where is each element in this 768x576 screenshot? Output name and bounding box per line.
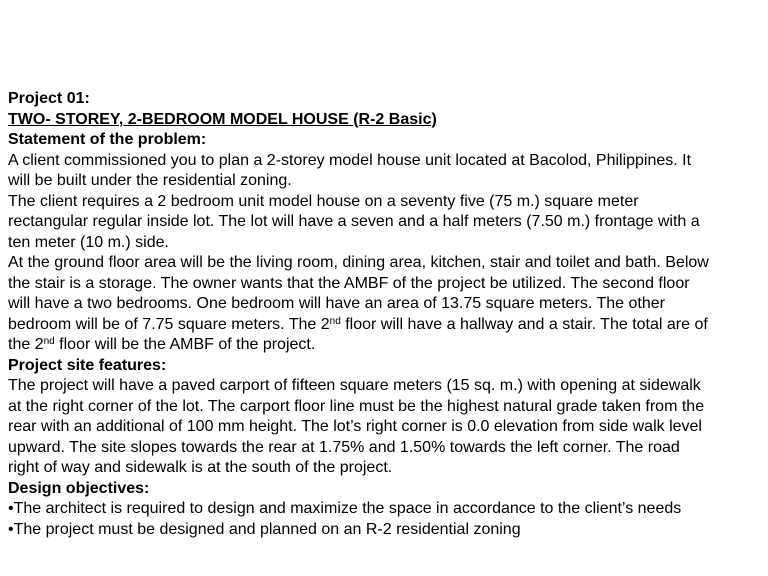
- problem-heading: Statement of the problem:: [8, 131, 207, 148]
- ordinal-suffix: nd: [43, 336, 55, 347]
- problem-paragraph-1-line: will be built under the residential zoning.: [8, 172, 292, 189]
- slide-content: [8, 89, 762, 540]
- site-heading: Project site features:: [8, 356, 167, 374]
- objective-item: •The project must be designed and planned on an R-2 residential zoning: [8, 520, 521, 538]
- problem-paragraph-1-line: A client commissioned you to plan a 2-storey model house unit located at Bacolod, Philippines. It: [8, 151, 692, 169]
- project-label: Project 01:: [8, 90, 90, 107]
- problem-paragraph-2-line: rectangular regular inside lot. The lot will have a seven and a half meters (7.50 m.) frontage with a: [8, 213, 700, 230]
- site-paragraph-line: at the right corner of the lot. The carport floor line must be the highest natural grade taken from the: [8, 397, 705, 415]
- problem-paragraph-2-line: ten meter (10 m.) side.: [8, 233, 169, 251]
- problem-paragraph-2-line: The client requires a 2 bedroom unit model house on a seventy five (75 m.) square meter: [8, 192, 639, 210]
- problem-paragraph-3-line: [8, 315, 762, 336]
- project-title: TWO- STOREY, 2-BEDROOM MODEL HOUSE (R-2 Basic): [8, 110, 437, 128]
- problem-paragraph-3-line: [8, 335, 762, 356]
- text-segment: bedroom will be of 7.75 square meters. The 2: [8, 315, 330, 333]
- text-segment: floor will be the AMBF of the project.: [54, 336, 316, 353]
- text-segment: floor will have a hallway and a stair. The total are of: [340, 315, 708, 333]
- text-segment: the 2: [8, 336, 44, 353]
- problem-paragraph-3-line: will have a two bedrooms. One bedroom will have an area of 13.75 square meters. The other: [8, 295, 665, 312]
- site-paragraph-line: rear with an additional of 100 mm height. The lot’s right corner is 0.0 elevation from side walk level: [8, 418, 702, 435]
- site-paragraph-line: The project will have a paved carport of fifteen square meters (15 sq. m.) with opening at sidewalk: [8, 377, 701, 394]
- ordinal-suffix: nd: [329, 315, 341, 327]
- problem-paragraph-3-line: At the ground floor area will be the living room, dining area, kitchen, stair and toilet and bath. Below: [8, 254, 709, 271]
- objective-item: •The architect is required to design and maximize the space in accordance to the client’s needs: [8, 500, 682, 517]
- site-paragraph-line: upward. The site slopes towards the rear at 1.75% and 1.50% towards the left corner. The road: [8, 438, 680, 456]
- objectives-heading: Design objectives:: [8, 479, 150, 497]
- site-paragraph-line: right of way and sidewalk is at the south of the project.: [8, 459, 393, 476]
- problem-paragraph-3-line: the stair is a storage. The owner wants that the AMBF of the project be utilized. The second floor: [8, 274, 690, 292]
